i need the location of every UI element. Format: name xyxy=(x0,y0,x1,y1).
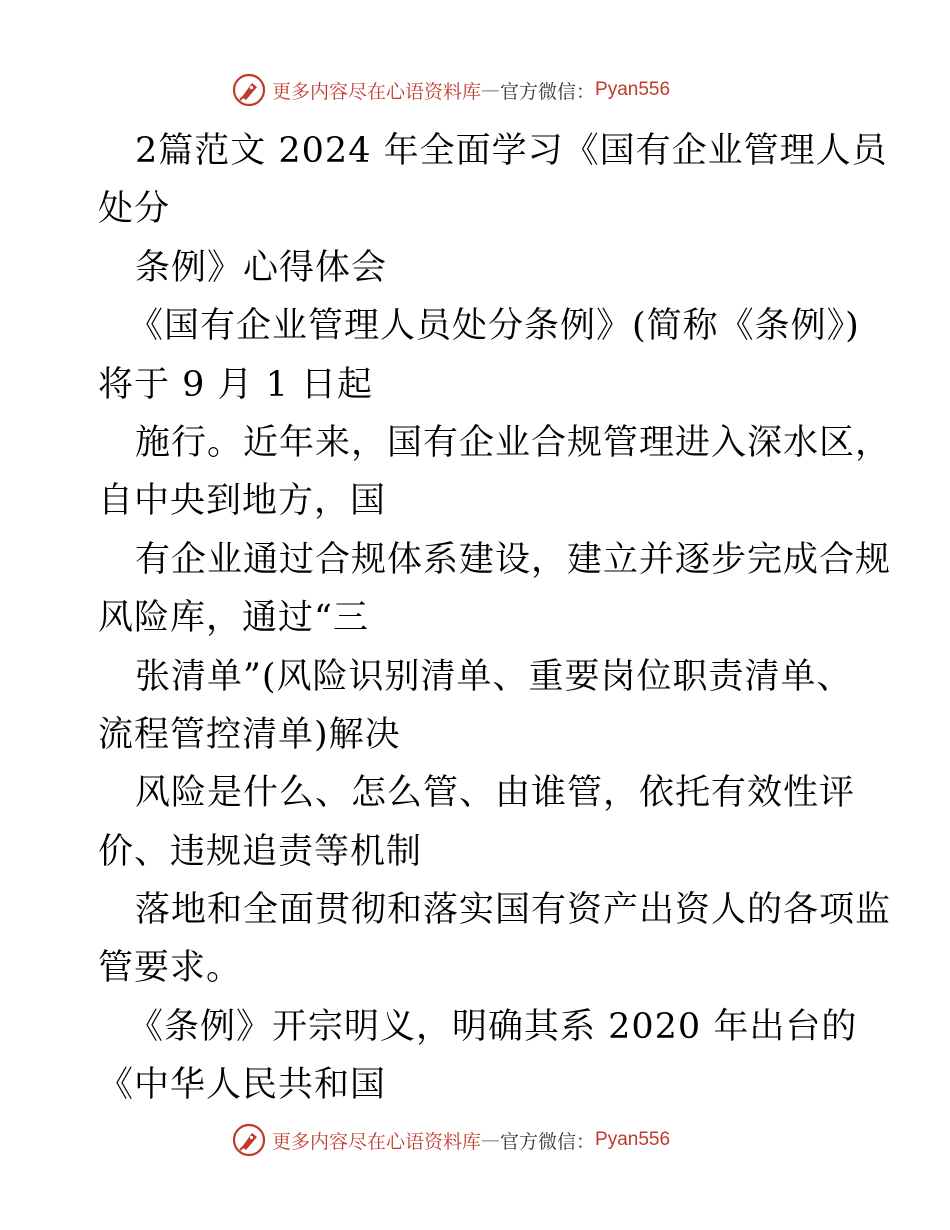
doc-line: 价、违规追责等机制 xyxy=(98,831,423,872)
doc-line: 将于 9 月 1 日起 xyxy=(98,364,374,405)
doc-line: 《中华人民共和国 xyxy=(98,1065,387,1106)
doc-line: 处分 xyxy=(98,189,171,230)
watermark-wechat-id: Pyan556 xyxy=(595,79,671,100)
document-body xyxy=(98,122,892,1115)
watermark-wechat-id: Pyan556 xyxy=(595,1129,671,1150)
watermark-wechat-label: 官方微信： xyxy=(500,80,596,103)
doc-line: 《国有企业管理人员处分条例》(简称《条例》) xyxy=(128,306,860,347)
watermark-site-name: 更多内容尽在心语资料库 xyxy=(272,1130,482,1153)
footer-watermark xyxy=(232,1120,670,1160)
watermark-wechat-label: 官方微信： xyxy=(500,1130,596,1153)
watermark-dash: — xyxy=(481,79,501,101)
doc-line: 《条例》开宗明义，明确其系 2020 年出台的 xyxy=(128,1006,858,1047)
doc-line: 施行。近年来，国有企业合规管理进入深水区， xyxy=(135,422,892,463)
doc-line: 条例》心得体会 xyxy=(135,247,388,288)
header-watermark xyxy=(232,70,670,110)
watermark-dash: — xyxy=(481,1129,501,1151)
doc-line-title: 2篇范文 2024 年全面学习《国有企业管理人员 xyxy=(135,131,888,171)
doc-line: 流程管控清单)解决 xyxy=(98,714,401,755)
doc-line: 自中央到地方，国 xyxy=(98,481,387,522)
doc-line: 张清单”(风险识别清单、重要岗位职责清单、 xyxy=(135,656,853,697)
doc-line: 落地和全面贯彻和落实国有资产出资人的各项监 xyxy=(135,890,892,931)
doc-line: 风险是什么、怎么管、由谁管，依托有效性评 xyxy=(135,773,856,814)
watermark-site-name: 更多内容尽在心语资料库 xyxy=(272,80,482,103)
doc-line: 有企业通过合规体系建设，建立并逐步完成合规 xyxy=(135,539,892,580)
doc-line: 管要求。 xyxy=(98,948,243,989)
doc-line: 风险库，通过“三 xyxy=(98,598,369,639)
pen-nib-logo-icon xyxy=(232,73,266,107)
pen-nib-logo-icon xyxy=(232,1123,266,1157)
